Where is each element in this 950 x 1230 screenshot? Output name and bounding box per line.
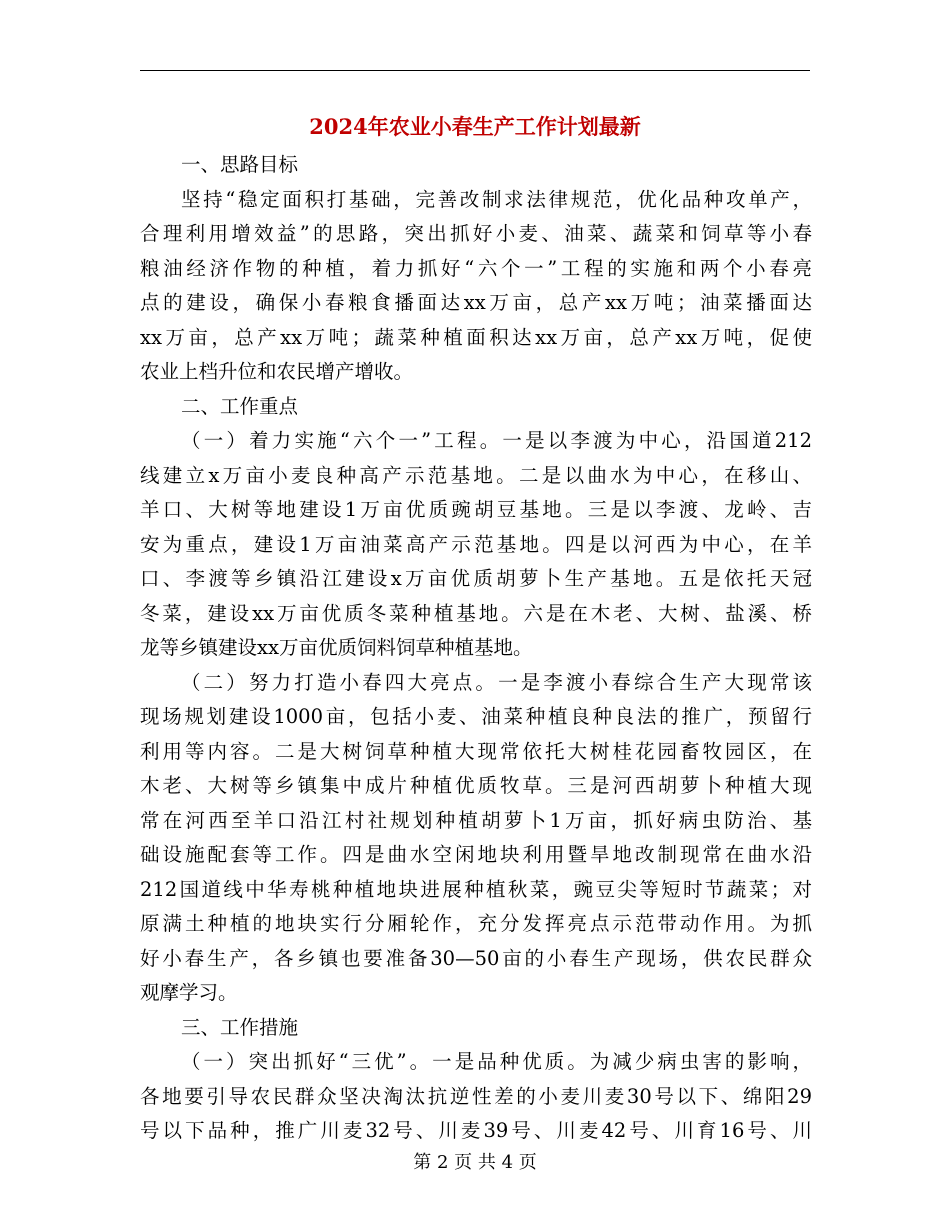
section-heading: 一、思路目标: [181, 153, 299, 176]
section-heading: 二、工作重点: [181, 394, 299, 418]
paragraph-line: 农业上档升位和农民增产增收。: [140, 360, 414, 383]
document-body: [140, 148, 812, 1149]
paragraph-line: （一）着力实施“六个一”工程。一是以李渡为中心，沿国道212: [181, 429, 812, 452]
paragraph-line: 点的建设，确保小春粮食播面达xx万亩，总产xx万吨；油菜播面达: [140, 291, 812, 314]
header-rule: [140, 70, 810, 71]
paragraph-line: 安为重点，建设1万亩油菜高产示范基地。四是以河西为中心，在羊: [140, 532, 812, 556]
paragraph-line: 冬菜，建设xx万亩优质冬菜种植基地。六是在木老、大树、盐溪、桥: [140, 601, 812, 625]
document-title: 2024年农业小春生产工作计划最新: [309, 114, 641, 139]
paragraph-line: 口、李渡等乡镇沿江建设x万亩优质胡萝卜生产基地。五是依托天冠: [140, 567, 812, 590]
paragraph-line: 常在河西至羊口沿江村社规划种植胡萝卜1万亩，抓好病虫防治、基: [140, 808, 812, 832]
paragraph-line: 羊口、大树等地建设1万亩优质豌胡豆基地。三是以李渡、龙岭、吉: [140, 498, 812, 521]
paragraph-line: 龙等乡镇建设xx万亩优质饲料饲草种植基地。: [140, 636, 533, 659]
paragraph-line: 础设施配套等工作。四是曲水空闲地块利用暨旱地改制现常在曲水沿: [140, 843, 812, 866]
paragraph-line: 现场规划建设1000亩，包括小麦、油菜种植良种良法的推广，预留行: [140, 705, 812, 728]
paragraph-line: 坚持“稳定面积打基础，完善改制求法律规范，优化品种攻单产，: [181, 187, 812, 211]
paragraph-line: 合理利用增效益”的思路，突出抓好小麦、油菜、蔬菜和饲草等小春: [140, 222, 812, 245]
paragraph-line: 利用等内容。二是大树饲草种植大现常依托大树桂花园畜牧园区，在: [140, 739, 812, 763]
paragraph-line: 原满土种植的地块实行分厢轮作，充分发挥亮点示范带动作用。为抓: [140, 912, 812, 935]
paragraph-line: 线建立x万亩小麦良种高产示范基地。二是以曲水为中心，在移山、: [140, 463, 812, 487]
page-footer: 第 2 页 共 4 页: [413, 1152, 537, 1173]
paragraph-line: 号以下品种，推广川麦32号、川麦39号、川麦42号、川育16号、川: [140, 1119, 812, 1142]
paragraph-line: xx万亩，总产xx万吨；蔬菜种植面积达xx万亩，总产xx万吨，促使: [140, 325, 812, 349]
paragraph-line: 观摩学习。: [140, 981, 238, 1004]
paragraph-line: 各地要引导农民群众坚决淘汰抗逆性差的小麦川麦30号以下、绵阳29: [140, 1084, 812, 1108]
paragraph-line: （二）努力打造小春四大亮点。一是李渡小春综合生产大现常该: [181, 670, 812, 694]
paragraph-line: 木老、大树等乡镇集中成片种植优质牧草。三是河西胡萝卜种植大现: [140, 774, 812, 797]
paragraph-line: （一）突出抓好“三优”。一是品种优质。为减少病虫害的影响，: [181, 1050, 812, 1073]
paragraph-line: 212国道线中华寿桃种植地块进展种植秋菜，豌豆尖等短时节蔬菜；对: [140, 877, 812, 901]
section-heading: 三、工作措施: [181, 1015, 299, 1039]
paragraph-line: 粮油经济作物的种植，着力抓好“六个一”工程的实施和两个小春亮: [140, 256, 812, 280]
paragraph-line: 好小春生产，各乡镇也要准备30—50亩的小春生产现场，供农民群众: [140, 946, 812, 970]
